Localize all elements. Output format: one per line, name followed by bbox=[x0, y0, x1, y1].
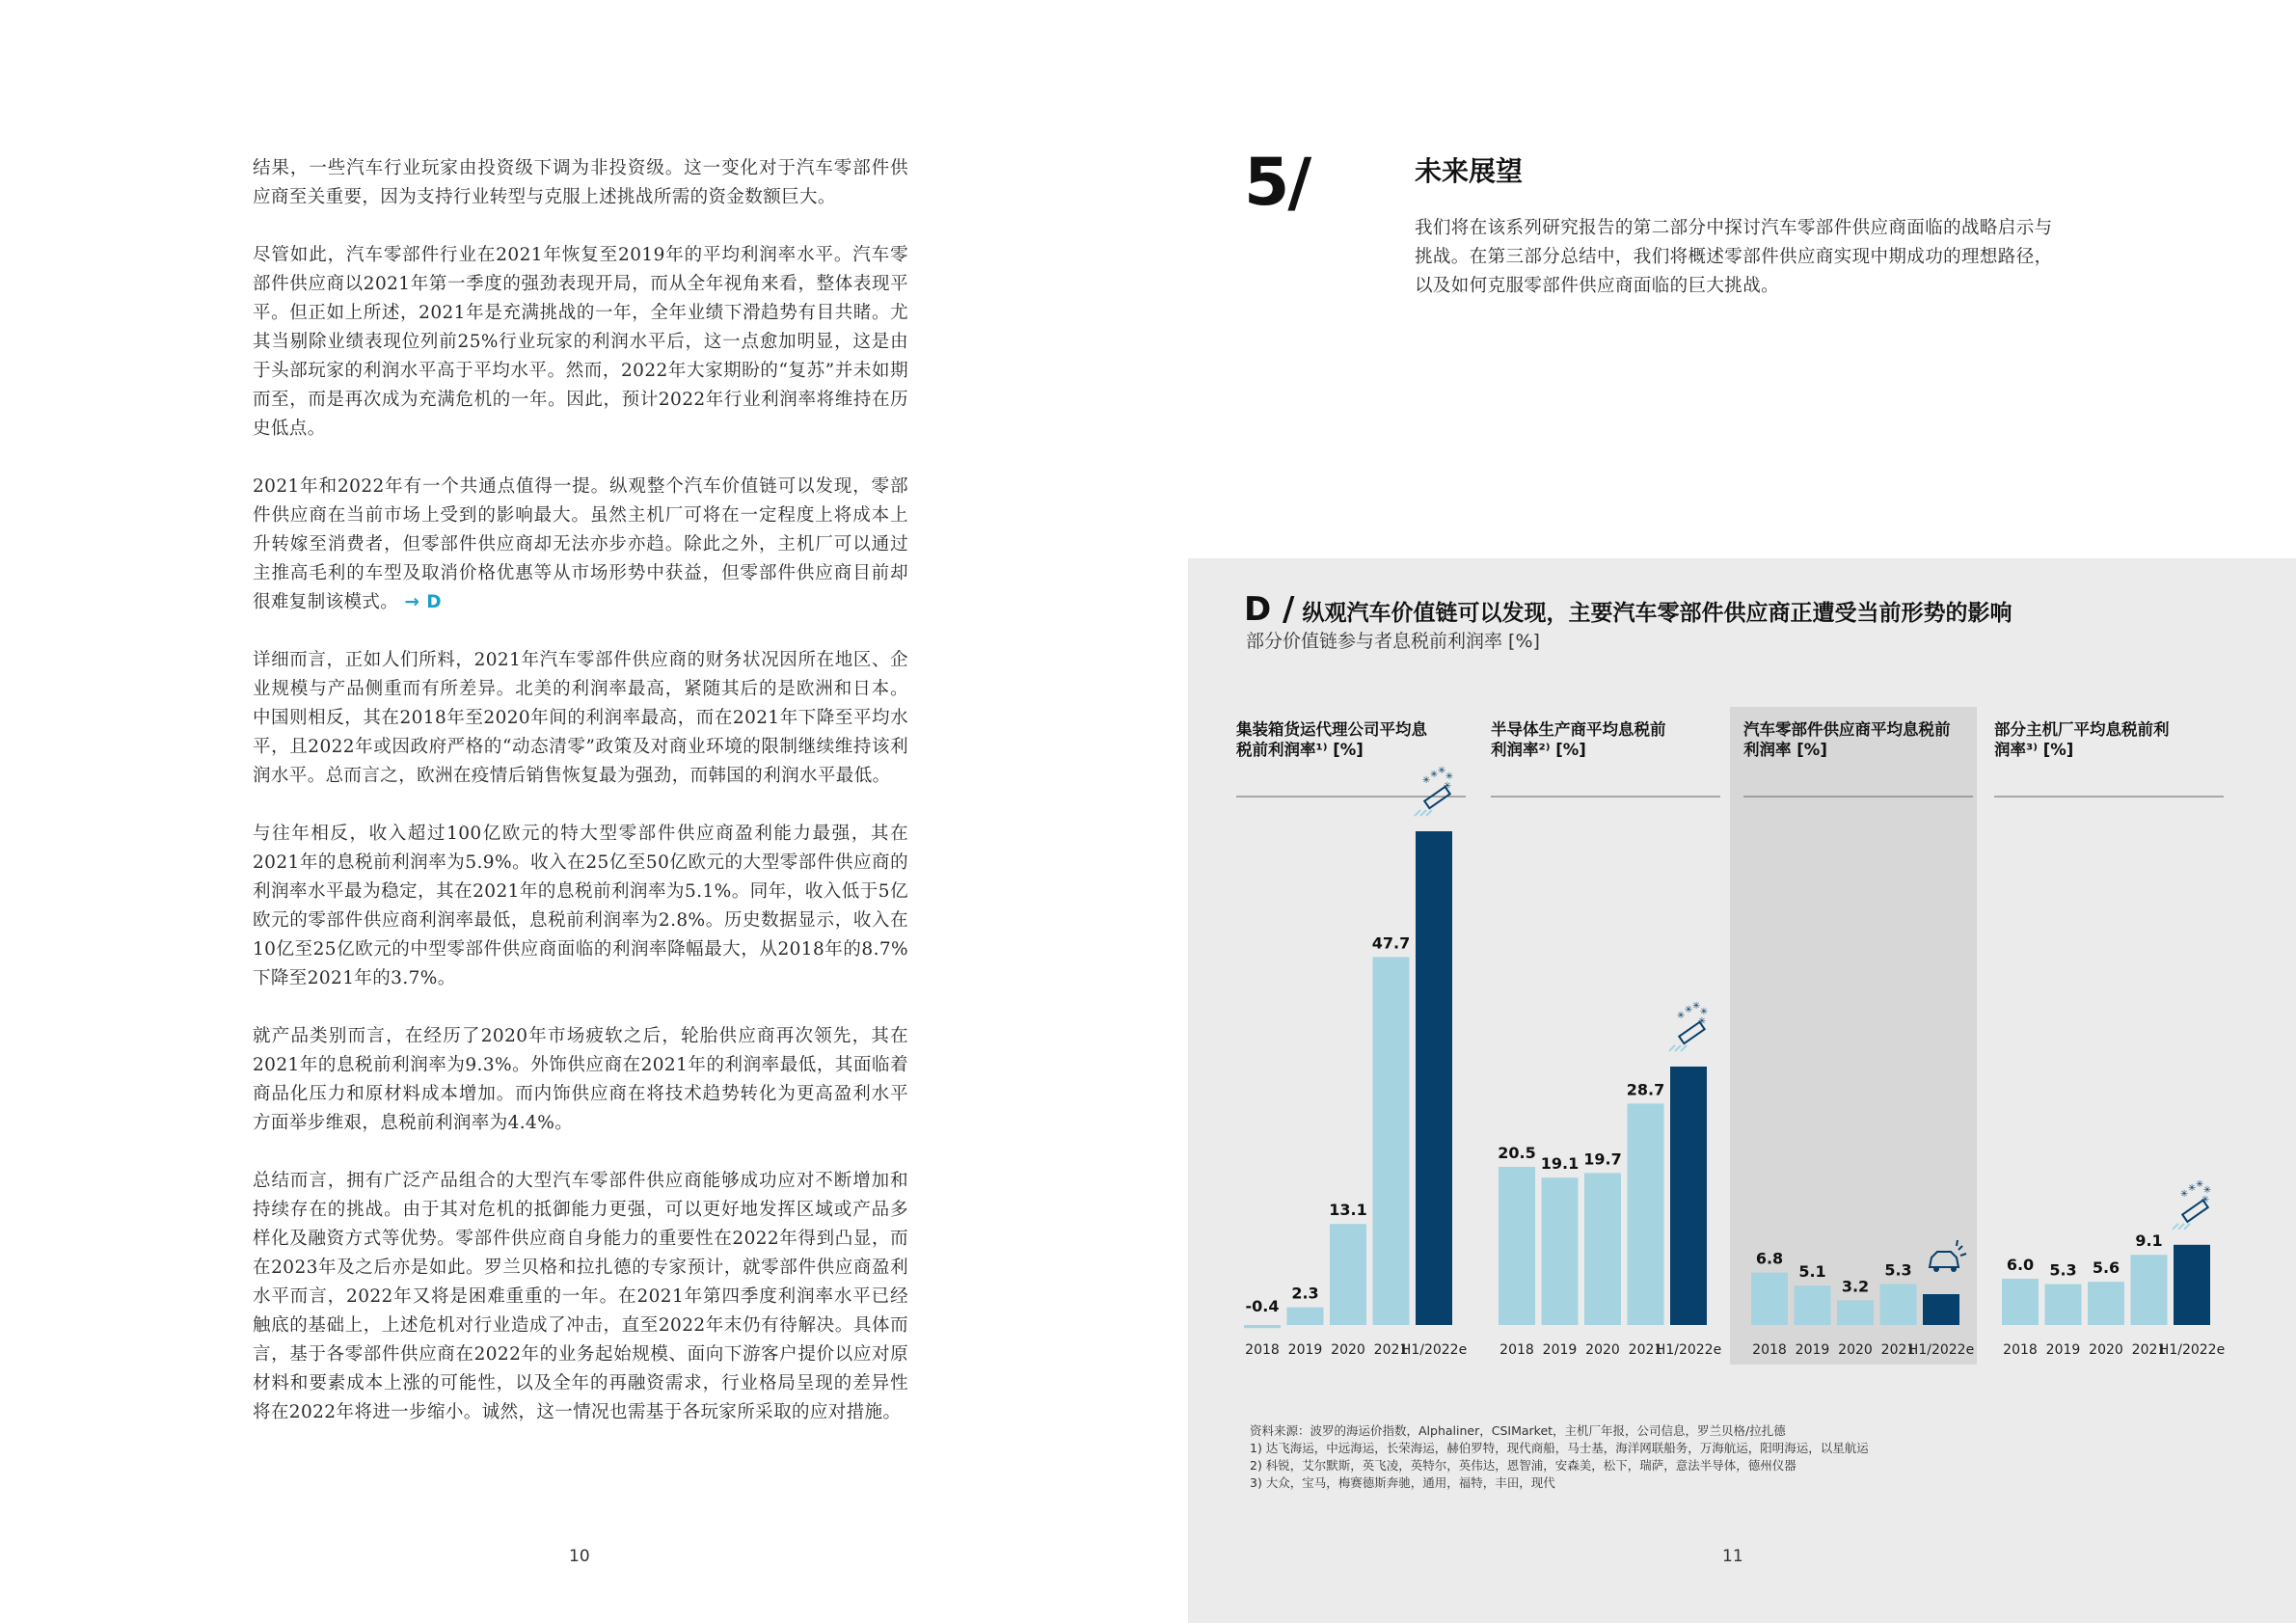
bar-2021 bbox=[1628, 1103, 1664, 1325]
trail-line bbox=[1420, 810, 1426, 816]
x-tick-label: 2019 bbox=[1287, 1342, 1323, 1358]
trail-line bbox=[2173, 1224, 2178, 1230]
bar-2019 bbox=[1287, 1308, 1324, 1325]
value-label: 2.3 bbox=[1291, 1284, 1319, 1303]
spark: ✳ bbox=[2179, 1188, 2189, 1200]
bar-2020 bbox=[1584, 1173, 1621, 1325]
footnote-1: 1) 达飞海运，中远海运，长荣海运，赫伯罗特，现代商船，马士基，海洋网联船务，万海航运，阳明海运，以星航运 bbox=[1250, 1441, 1869, 1455]
spark: ✳ bbox=[2202, 1184, 2212, 1196]
value-label: 47.7 bbox=[1371, 933, 1411, 953]
x-tick-label: 2021 bbox=[2131, 1342, 2167, 1358]
x-tick-label: H1/2022e bbox=[2158, 1342, 2226, 1358]
trail-line bbox=[1415, 810, 1420, 816]
chart-title-line1: 集装箱货运代理公司平均息 bbox=[1236, 720, 1427, 739]
x-tick-label: 2018 bbox=[1752, 1342, 1787, 1358]
chart-4 bbox=[1993, 719, 2225, 1358]
chart-title-line2: 利润率²⁾ [%] bbox=[1491, 741, 1586, 759]
section-text: 我们将在该系列研究报告的第二部分中探讨汽车零部件供应商面临的战略启示与挑战。在第三部分总结中，我们将概述零部件供应商实现中期成功的理想路径，以及如何克服零部件供应商面临的巨大挑战。 bbox=[1415, 218, 2053, 296]
bar-2018 bbox=[1751, 1273, 1788, 1325]
chart-title-line2: 利润率 [%] bbox=[1743, 741, 1827, 759]
value-label: 3.2 bbox=[1841, 1277, 1870, 1296]
firework-icon bbox=[2173, 1179, 2211, 1230]
paragraph-7: 总结而言，拥有广泛产品组合的大型汽车零部件供应商能够成功应对不断增加和持续存在的挑战。由于其对危机的抵御能力更强，可以更好地发挥区域或产品多样化及融资方式等优势。零部件供应商自身能力的重要性在2022年得到凸显，而在2023年及之后亦是如此。罗兰贝格和拉扎德的专家预计，就零部件供应商盈利水平而言，2022年又将是困难重重的一年。在2021年第四季度利润率水平已经触底的基础上，上述危机对行业造成了冲击，直至2022年末仍有待解决。具体而言，基于各零部件供应商在2022年的业务起始规模、面向下游客户提价以应对原材料和要素成本上涨的可能性，以及全年的再融资需求，行业格局呈现的差异性将在2022年将进一步缩小。诚然，这一情况也需基于各玩家所采取的应对措施。 bbox=[253, 1171, 908, 1422]
x-tick-label: 2018 bbox=[1245, 1342, 1280, 1358]
x-tick-label: 2019 bbox=[2045, 1342, 2081, 1358]
paragraph-6: 就产品类别而言，在经历了2020年市场疲软之后，轮胎供应商再次领先，其在2021年的息税前利润率为9.3%。外饰供应商在2021年的利润率最低，其面临着商品化压力和原材料成本增加。而内饰供应商在将技术趋势转化为更高盈利水平方面举步维艰，息税前利润率为4.4%。 bbox=[253, 1026, 908, 1133]
bar-2021 bbox=[2131, 1255, 2168, 1325]
exhibit-letter: D / bbox=[1244, 590, 1295, 629]
bar-H1/2022e bbox=[1416, 831, 1452, 1325]
bar-2020 bbox=[2088, 1282, 2124, 1325]
value-label: 5.3 bbox=[1884, 1260, 1912, 1280]
value-label: 19.7 bbox=[1583, 1150, 1622, 1169]
bar-2020 bbox=[1837, 1300, 1874, 1325]
page-number-right: 11 bbox=[1722, 1547, 1743, 1566]
trail-line bbox=[1426, 810, 1432, 816]
section-title: 未来展望 bbox=[1415, 155, 1524, 187]
trail-line bbox=[1681, 1045, 1687, 1051]
value-label: 5.6 bbox=[2092, 1258, 2120, 1278]
value-label: 5.3 bbox=[2049, 1260, 2077, 1280]
exhibit-d-link[interactable]: → D bbox=[404, 592, 442, 612]
x-tick-label: 2020 bbox=[2089, 1342, 2123, 1358]
spark: ✳ bbox=[1676, 1011, 1686, 1021]
spark: ✳ bbox=[1697, 1016, 1707, 1027]
value-label: 20.5 bbox=[1498, 1144, 1536, 1162]
firework-icon bbox=[1415, 766, 1453, 816]
page-number-left: 10 bbox=[569, 1547, 590, 1566]
chart-title: 纵观汽车价值链可以发现，主要汽车零部件供应商正遭受当前形势的影响 bbox=[1302, 601, 2012, 626]
chart-title-line2: 润率³⁾ [%] bbox=[1994, 741, 2074, 759]
bar-2021 bbox=[1373, 957, 1410, 1325]
footnote-3: 3) 大众，宝马，梅赛德斯奔驰，通用，福特，丰田，现代 bbox=[1250, 1475, 1555, 1490]
spark: ✳ bbox=[1445, 771, 1454, 782]
spark: ✳ bbox=[1699, 1007, 1709, 1017]
x-tick-label: 2019 bbox=[1542, 1342, 1578, 1358]
bar-H1/2022e bbox=[1923, 1294, 1959, 1325]
paragraph-2: 尽管如此，汽车零部件行业在2021年恢复至2019年的平均利润率水平。汽车零部件供应商以2021年第一季度的强劲表现开局，而从全年视角来看，整体表现平平。但正如上所述，2021年是充满挑战的一年，全年业绩下滑趋势有目共睹。尤其当剔除业绩表现位列前25%行业玩家的利润水平后，这一点愈加明显，这是由于头部玩家的利润水平高于平均水平。然而，2022年大家期盼的“复苏”并未如期而至，而是再次成为充满危机的一年。因此，预计2022年行业利润率将维持在历史低点。 bbox=[253, 245, 908, 439]
trail-line bbox=[1669, 1045, 1675, 1051]
x-tick-label: 2018 bbox=[1499, 1342, 1534, 1358]
paragraph-5: 与往年相反，收入超过100亿欧元的特大型零部件供应商盈利能力最强，其在2021年的息税前利润率为5.9%。收入在25亿至50亿欧元的大型零部件供应商的利润率水平最为稳定，其在2021年的息税前利润率为5.1%。同年，收入低于5亿欧元的零部件供应商利润率最低，息税前利润率为2.8%。历史数据显示，收入在10亿至25亿欧元的中型零部件供应商面临的利润率降幅最大，从2018年的8.7%下降至2021年的3.7%。 bbox=[253, 824, 908, 988]
x-tick-label: H1/2022e bbox=[1400, 1342, 1468, 1358]
spark: ✳ bbox=[2201, 1194, 2210, 1205]
x-tick-label: 2020 bbox=[1585, 1342, 1620, 1358]
chart-title-line2: 税前利润率¹⁾ [%] bbox=[1236, 741, 1364, 759]
bar-2018 bbox=[1244, 1325, 1281, 1328]
footnote-2: 2) 科锐，艾尔默斯，英飞凌，英特尔，英伟达，恩智浦，安森美，松下，瑞萨，意法半导体，德州仪器 bbox=[1250, 1458, 1796, 1473]
value-label: 5.1 bbox=[1798, 1262, 1826, 1282]
value-label: 28.7 bbox=[1626, 1080, 1665, 1099]
value-label: 6.0 bbox=[2006, 1256, 2035, 1274]
chart-subtitle: 部分价值链参与者息税前利润率 [%] bbox=[1246, 631, 1540, 652]
trail-line bbox=[2184, 1224, 2190, 1230]
x-tick-label: 2018 bbox=[2003, 1342, 2038, 1358]
x-tick-label: 2020 bbox=[1331, 1342, 1365, 1358]
x-tick-label: 2020 bbox=[1838, 1342, 1873, 1358]
footnotes bbox=[1250, 1422, 1869, 1492]
spark: ✳ bbox=[1429, 770, 1439, 780]
value-label: -0.4 bbox=[1245, 1297, 1280, 1315]
bar-2019 bbox=[1542, 1177, 1579, 1325]
chart-title-line1: 部分主机厂平均息税前利 bbox=[1994, 720, 2170, 739]
bar-2018 bbox=[1499, 1167, 1535, 1325]
bar-H1/2022e bbox=[1670, 1067, 1707, 1325]
x-tick-label: H1/2022e bbox=[1655, 1342, 1722, 1358]
bar-2019 bbox=[1795, 1285, 1831, 1325]
x-tick-label: 2021 bbox=[1880, 1342, 1916, 1358]
spark: ✳ bbox=[1684, 1005, 1693, 1015]
spark: ✳ bbox=[1691, 1001, 1701, 1012]
value-label: 19.1 bbox=[1540, 1154, 1580, 1174]
x-tick-label: 2021 bbox=[1628, 1342, 1663, 1358]
bar-2020 bbox=[1330, 1224, 1366, 1325]
chart-1 bbox=[1235, 719, 1467, 1358]
car-wheel bbox=[1951, 1266, 1957, 1272]
x-tick-label: 2019 bbox=[1795, 1342, 1830, 1358]
footnote-source: 资料来源：波罗的海运价指数，Alphaliner，CSIMarket，主机厂年报，公司信息，罗兰贝格/拉扎德 bbox=[1250, 1423, 1786, 1438]
x-tick-label: 2021 bbox=[1373, 1342, 1409, 1358]
chart-title-line1: 汽车零部件供应商平均息税前 bbox=[1743, 720, 1951, 739]
chart-2 bbox=[1490, 719, 1721, 1358]
spark: ✳ bbox=[2187, 1182, 2197, 1194]
chart-title-line1: 半导体生产商平均息税前 bbox=[1491, 720, 1666, 739]
value-label: 13.1 bbox=[1329, 1201, 1367, 1220]
value-label: 9.1 bbox=[2135, 1231, 2163, 1251]
bar-2019 bbox=[2045, 1285, 2082, 1325]
firework-icon bbox=[1669, 1001, 1708, 1051]
bar-H1/2022e bbox=[2174, 1245, 2210, 1325]
section-number: 5/ bbox=[1244, 145, 1310, 221]
value-label: 6.8 bbox=[1755, 1249, 1784, 1268]
spark: ✳ bbox=[1443, 781, 1452, 792]
car-wheel bbox=[1933, 1266, 1939, 1272]
paragraph-1: 结果，一些汽车行业玩家由投资级下调为非投资级。这一变化对于汽车零部件供应商至关重要，因为支持行业转型与克服上述挑战所需的资金数额巨大。 bbox=[253, 158, 908, 207]
spark: ✳ bbox=[2195, 1178, 2204, 1190]
spark: ✳ bbox=[1437, 766, 1446, 776]
paragraph-4: 详细而言，正如人们所料，2021年汽车零部件供应商的财务状况因所在地区、企业规模与产品侧重而有所差异。北美的利润率最高，紧随其后的是欧洲和日本。中国则相反，其在2018年至2020年间的利润率最高，而在2021年下降至平均水平，且2022年或因政府严格的“动态清零”政策及对商业环境的限制继续维持该利润水平。总而言之，欧洲在疫情后销售恢复最为强劲，而韩国的利润水平最低。 bbox=[253, 650, 908, 786]
x-tick-label: H1/2022e bbox=[1907, 1342, 1975, 1358]
trail-line bbox=[1675, 1045, 1681, 1051]
bar-2021 bbox=[1880, 1285, 1917, 1325]
trail-line bbox=[2178, 1224, 2184, 1230]
chart-3 bbox=[1730, 707, 1977, 1365]
spark: ✳ bbox=[1421, 775, 1431, 786]
paragraph-3-text: 2021年和2022年有一个共通点值得一提。纵观整个汽车价值链可以发现，零部件供应商在当前市场上受到的影响最大。虽然主机厂可将在一定程度上将成本上升转嫁至消费者，但零部件供应商却无法亦步亦趋。除此之外，主机厂可以通过主推高毛利的车型及取消价格优惠等从市场形势中获益，但零部件供应商目前却很难复制该模式。 bbox=[253, 476, 908, 612]
bar-2018 bbox=[2002, 1279, 2039, 1325]
